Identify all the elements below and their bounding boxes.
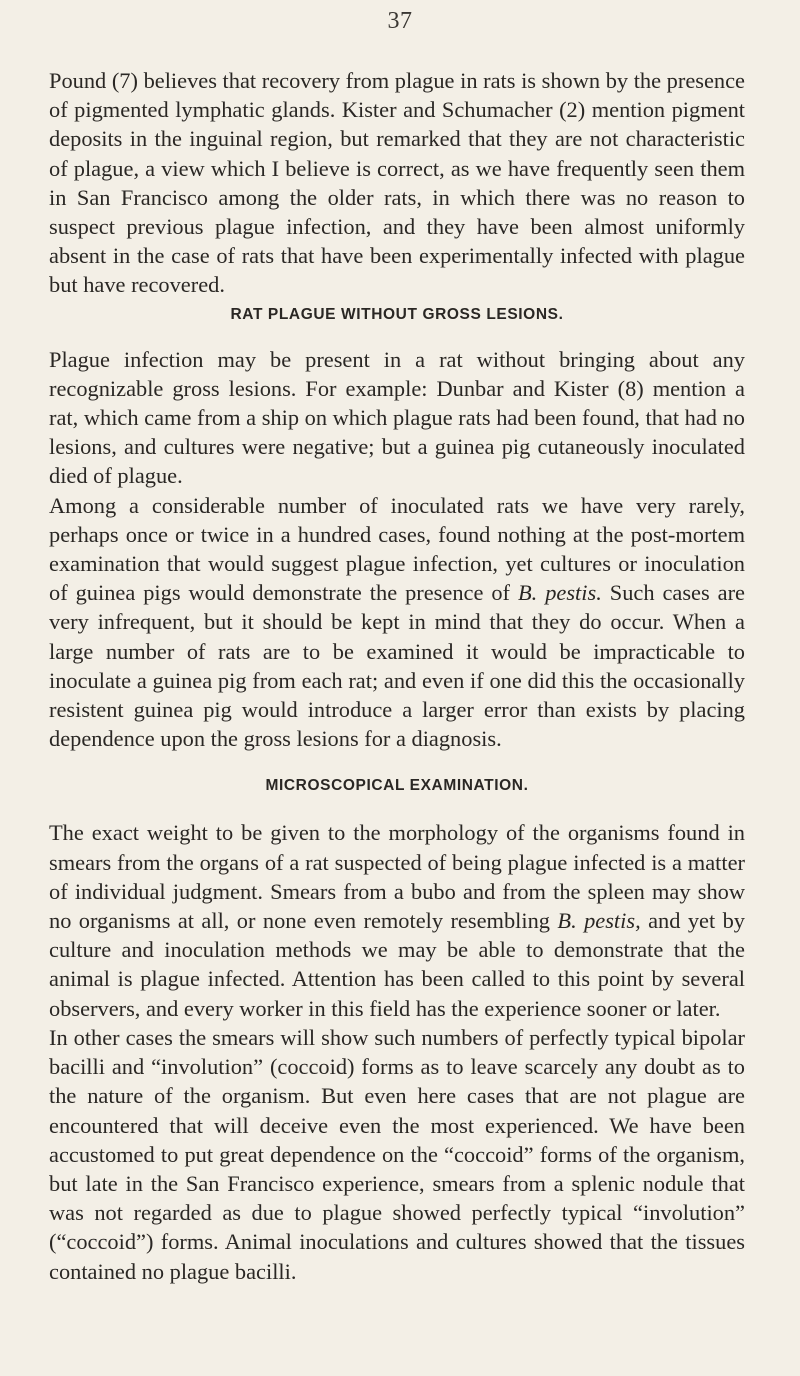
paragraph-text: Among a considerable number of inoculated rats we have very rarely, perhaps once or twice in a hundred cases, found nothing at the post-mortem examination that would suggest plague infection, yet cultures or inoculation of guinea pigs would demonstrate the presence of: [49, 492, 745, 606]
section-heading-gross-lesions: RAT PLAGUE WITHOUT GROSS LESIONS.: [230, 305, 564, 323]
section-heading-microscopical: MICROSCOPICAL EXAMINATION.: [265, 777, 529, 795]
paragraph-text: Such cases are very infrequent, but it should be kept in mind that they do occur. When a large number of rats are to be examined it would be impracticable to inoculate a guinea pig from each rat; and even if one did this the occasionally resistent guinea pig would introduce a larger error than exists by placing dependence upon the gross lesions for a diagnosis.: [49, 580, 745, 752]
paragraph-inoculated-rats: [49, 491, 745, 754]
organism-name-italic: B. pestis,: [557, 908, 641, 934]
paragraph-morphology: [49, 818, 745, 1022]
paragraph-coccoid-forms: In other cases the smears will show such numbers of perfectly typical bipolar bacilli and “involution” (coccoid) forms as to leave scarcely any doubt as to the nature of the organism. But even here cases that are not plague are encountered that will deceive even the most experienced. We have been accustomed to put great dependence on the “coccoid” forms of the organism, but late in the San Francisco experience, smears from a splenic nodule that was not regarded as due to plague showed perfectly typical “involution” (“coccoid”) forms. Animal inoculations and cultures showed that the tissues contained no plague bacilli.: [49, 1024, 745, 1284]
paragraph-text: and yet by culture and inoculation methods we may be able to demonstrate that the animal is plague infected. Attention has been called to this point by several observers, and every worker in this field has the experience sooner or later.: [49, 908, 745, 1021]
page-number: 37: [387, 8, 413, 34]
organism-name-italic: B. pestis.: [517, 580, 602, 606]
paragraph-pigment-glands: Pound (7) believes that recovery from plague in rats is shown by the presence of pigmented lymphatic glands. Kister and Schumacher (2) mention pigment deposits in the inguinal region, but remarked that they are not characteristic of plague, a view which I believe is correct, as we have frequently seen them in San Francisco among the older rats, in which there was no reason to suspect previous plague infection, and they have been almost uniformly absent in the case of rats that have been experimentally infected with plague but have recovered.: [49, 68, 745, 298]
paragraph-text: The exact weight to be given to the morphology of the organisms found in smears from the organs of a rat suspected of being plague infected is a matter of individual judgment. Smears from a bubo and from the spleen may show no organisms at all, or none even remotely resembling: [49, 820, 745, 934]
paragraph-plague-infection: Plague infection may be present in a rat without bringing about any recognizable gross lesions. For example: Dunbar and Kister (8) mention a rat, which came from a ship on which plague rats had been found, that had no lesions, and cultures were negative; but a guinea pig cutaneously inoculated died of plague.: [49, 346, 745, 489]
body-text: [49, 66, 745, 1286]
